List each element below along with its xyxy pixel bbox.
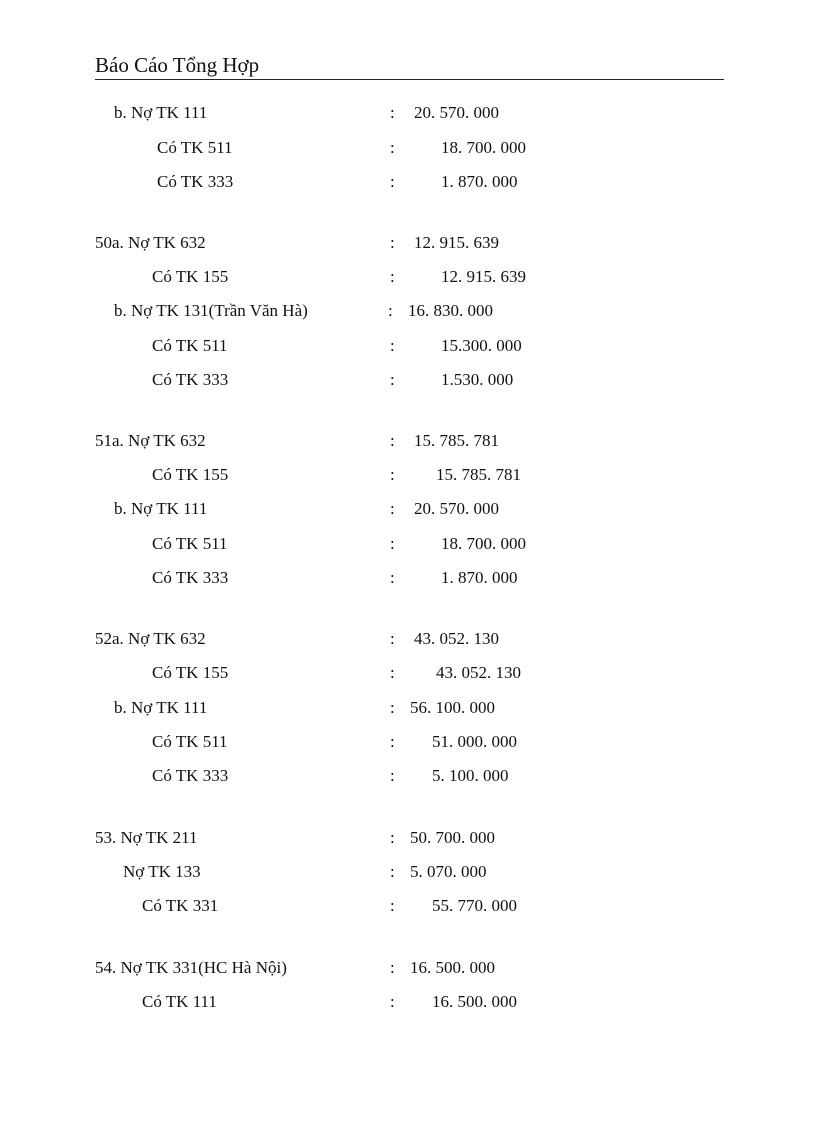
journal-row [0, 300, 816, 322]
separator-colon: : [390, 828, 395, 847]
separator-colon: : [390, 370, 395, 389]
journal-row [0, 895, 816, 917]
separator-colon: : [390, 896, 395, 915]
separator-colon: : [390, 568, 395, 587]
journal-row [0, 567, 816, 589]
journal-row [0, 957, 816, 979]
account-label: Có TK 333 [157, 172, 234, 191]
amount-value: 5. 070. 000 [410, 862, 487, 881]
account-label: 51a. Nợ TK 632 [95, 431, 206, 450]
account-label: Có TK 331 [142, 896, 219, 915]
page-title: Báo Cáo Tổng Hợp [95, 53, 260, 77]
separator-colon: : [390, 465, 395, 484]
account-label: 54. Nợ TK 331(HC Hà Nội) [95, 958, 287, 977]
amount-value: 43. 052. 130 [436, 663, 521, 682]
account-label: b. Nợ TK 111 [114, 103, 208, 122]
amount-value: 5. 100. 000 [432, 766, 509, 785]
account-label: Có TK 511 [152, 534, 228, 553]
amount-value: 18. 700. 000 [441, 534, 526, 553]
amount-value: 1.530. 000 [441, 370, 514, 389]
amount-value: 55. 770. 000 [432, 896, 517, 915]
account-label: Có TK 111 [142, 992, 217, 1011]
amount-value: 15. 785. 781 [414, 431, 499, 450]
separator-colon: : [390, 267, 395, 286]
separator-colon: : [390, 766, 395, 785]
amount-value: 50. 700. 000 [410, 828, 495, 847]
amount-value: 12. 915. 639 [441, 267, 526, 286]
journal-row [0, 430, 816, 452]
journal-row [0, 533, 816, 555]
account-label: b. Nợ TK 131(Trần Văn Hà) [114, 301, 308, 320]
journal-row [0, 827, 816, 849]
journal-row [0, 991, 816, 1013]
account-label: b. Nợ TK 111 [114, 499, 208, 518]
amount-value: 12. 915. 639 [414, 233, 499, 252]
account-label: Có TK 511 [152, 732, 228, 751]
account-label: Có TK 333 [152, 370, 229, 389]
journal-row [0, 102, 816, 124]
separator-colon: : [390, 233, 395, 252]
account-label: Có TK 333 [152, 766, 229, 785]
amount-value: 1. 870. 000 [441, 172, 518, 191]
amount-value: 1. 870. 000 [441, 568, 518, 587]
separator-colon: : [390, 431, 395, 450]
journal-row [0, 498, 816, 520]
journal-row [0, 464, 816, 486]
separator-colon: : [390, 499, 395, 518]
account-label: Có TK 155 [152, 465, 229, 484]
amount-value: 16. 500. 000 [432, 992, 517, 1011]
amount-value: 56. 100. 000 [410, 698, 495, 717]
journal-row [0, 369, 816, 391]
separator-colon: : [390, 732, 395, 751]
account-label: 53. Nợ TK 211 [95, 828, 198, 847]
account-label: 52a. Nợ TK 632 [95, 629, 206, 648]
journal-row [0, 232, 816, 254]
journal-row [0, 697, 816, 719]
journal-row [0, 861, 816, 883]
account-label: 50a. Nợ TK 632 [95, 233, 206, 252]
account-label: Có TK 511 [152, 336, 228, 355]
separator-colon: : [388, 301, 393, 320]
separator-colon: : [390, 663, 395, 682]
separator-colon: : [390, 534, 395, 553]
account-label: b. Nợ TK 111 [114, 698, 208, 717]
separator-colon: : [390, 138, 395, 157]
separator-colon: : [390, 103, 395, 122]
separator-colon: : [390, 958, 395, 977]
amount-value: 15.300. 000 [441, 336, 522, 355]
journal-row [0, 266, 816, 288]
journal-row [0, 137, 816, 159]
journal-row [0, 335, 816, 357]
journal-row [0, 731, 816, 753]
separator-colon: : [390, 862, 395, 881]
separator-colon: : [390, 629, 395, 648]
account-label: Nợ TK 133 [123, 862, 201, 881]
amount-value: 16. 500. 000 [410, 958, 495, 977]
amount-value: 20. 570. 000 [414, 103, 499, 122]
amount-value: 20. 570. 000 [414, 499, 499, 518]
account-label: Có TK 155 [152, 663, 229, 682]
amount-value: 43. 052. 130 [414, 629, 499, 648]
journal-row [0, 765, 816, 787]
separator-colon: : [390, 172, 395, 191]
amount-value: 16. 830. 000 [408, 301, 493, 320]
separator-colon: : [390, 336, 395, 355]
account-label: Có TK 155 [152, 267, 229, 286]
account-label: Có TK 333 [152, 568, 229, 587]
amount-value: 51. 000. 000 [432, 732, 517, 751]
amount-value: 18. 700. 000 [441, 138, 526, 157]
amount-value: 15. 785. 781 [436, 465, 521, 484]
journal-row [0, 662, 816, 684]
separator-colon: : [390, 992, 395, 1011]
account-label: Có TK 511 [157, 138, 233, 157]
separator-colon: : [390, 698, 395, 717]
journal-row [0, 628, 816, 650]
journal-row [0, 171, 816, 193]
